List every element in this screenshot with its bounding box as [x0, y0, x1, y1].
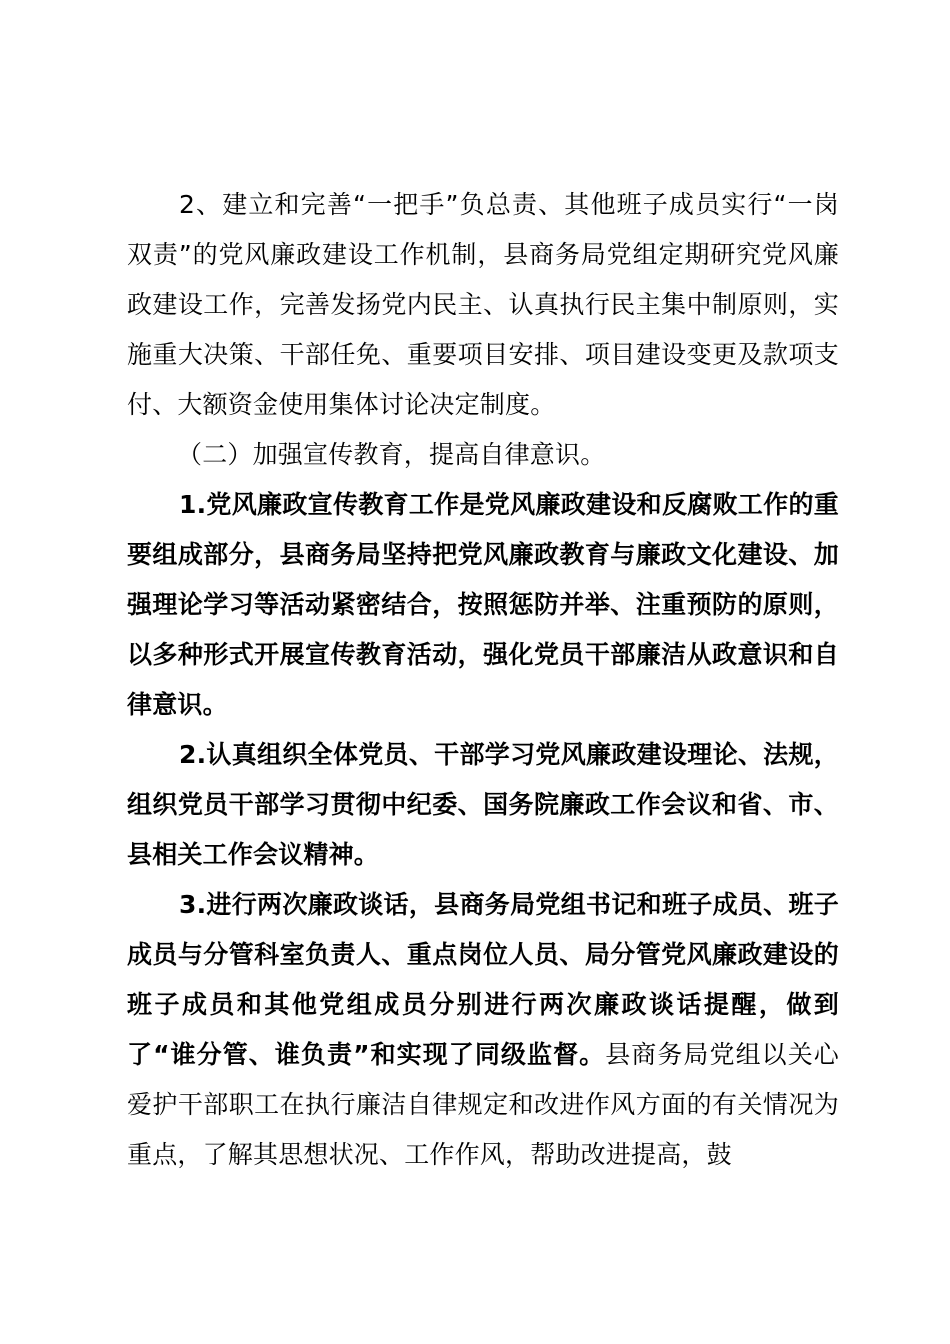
paragraph-study-regulations: 2.认真组织全体党员、干部学习党风廉政建设理论、法规，组织党员干部学习贯彻中纪委、国务院廉政工作会议和省、市、县相关工作会议精神。 — [127, 740, 839, 869]
integrity-talks-normal-text: 县商务局党组以关心爱护干部职工在执行廉洁自律规定和改进作风方面的有关情况为重点，了解其思想状况、工作作风，帮助改进提高，鼓 — [127, 1040, 839, 1169]
paragraph-responsibility-mechanism: 2、建立和完善“一把手”负总责、其他班子成员实行“一岗双责”的党风廉政建设工作机制，县商务局党组定期研究党风廉政建设工作，完善发扬党内民主、认真执行民主集中制原则，实施重大决策、干部任免、重要项目安排、项目建设变更及款项支付、大额资金使用集体讨论决定制度。 — [127, 190, 839, 419]
document-page — [127, 180, 839, 1180]
paragraph-publicity-education: 1.党风廉政宣传教育工作是党风廉政建设和反腐败工作的重要组成部分，县商务局坚持把党风廉政教育与廉政文化建设、加强理论学习等活动紧密结合，按照惩防并举、注重预防的原则，以多种形式开展宣传教育活动，强化党员干部廉洁从政意识和自律意识。 — [127, 490, 839, 719]
integrity-talks-bold-text: 3.进行两次廉政谈话，县商务局党组书记和班子成员、班子成员与分管科室负责人、重点岗位人员、局分管党风廉政建设的班子成员和其他党组成员分别进行两次廉政谈话提醒，做到了“谁分管、谁负责”和实现了同级监督。 — [127, 890, 839, 1069]
paragraph-integrity-talks — [127, 880, 839, 1180]
section-heading-publicity-education: （二）加强宣传教育，提高自律意识。 — [177, 440, 606, 469]
